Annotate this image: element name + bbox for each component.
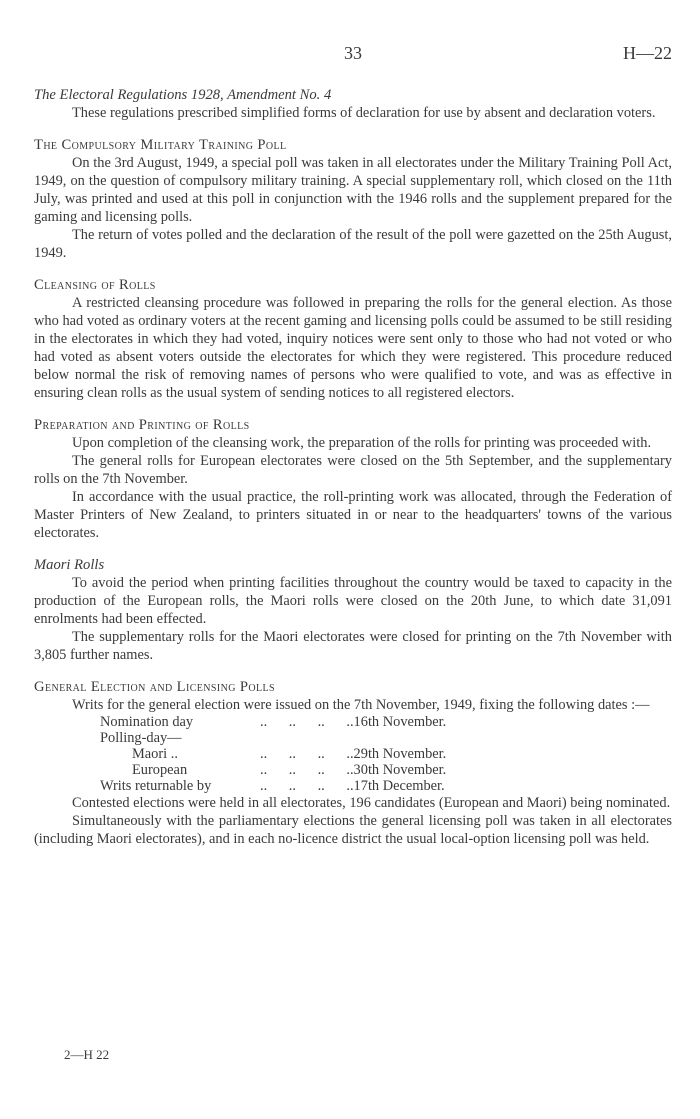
section-general-election bbox=[34, 678, 672, 848]
table-row bbox=[100, 730, 446, 746]
table-row bbox=[100, 778, 446, 794]
date-label: Writs returnable by bbox=[100, 778, 212, 794]
election-dates-table bbox=[100, 714, 446, 794]
section-amendment bbox=[34, 86, 672, 122]
section-heading: The Compulsory Military Training Poll bbox=[34, 137, 287, 153]
section-heading: The Electoral Regulations 1928, Amendment No. 4 bbox=[34, 87, 332, 103]
section-maori-rolls bbox=[34, 556, 672, 664]
date-value: 30th November. bbox=[353, 762, 447, 778]
date-label: Polling-day— bbox=[100, 730, 182, 746]
page-header bbox=[34, 44, 672, 68]
page-body bbox=[34, 86, 672, 866]
section-heading: Preparation and Printing of Rolls bbox=[34, 417, 250, 433]
paragraph: On the 3rd August, 1949, a special poll was taken in all electorates under the Military Training Poll Act, 1949, on the question of compulsory military training. A special supplementary roll, which closed on the 11th July, was printed and used at this poll in conjunction with the 1946 rolls and the supplement prepared for the gaming and licensing polls. bbox=[34, 155, 672, 225]
page-number: 33 bbox=[344, 43, 362, 63]
section-heading: Maori Rolls bbox=[34, 557, 105, 573]
document-reference: H—22 bbox=[623, 43, 672, 63]
table-row bbox=[100, 762, 446, 778]
paragraph: Contested elections were held in all electorates, 196 candidates (European and Maori) being nominated. bbox=[72, 795, 671, 811]
paragraph: Simultaneously with the parliamentary elections the general licensing poll was taken in all electorates (including Maori electorates), and in each no-licence district the usual local-option licensing poll was held. bbox=[34, 813, 672, 847]
date-label: Maori .. bbox=[132, 746, 178, 762]
leader-dots: .. .. .. .. bbox=[260, 762, 354, 778]
table-row bbox=[100, 746, 446, 762]
paragraph: To avoid the period when printing facilities throughout the country would be taxed to capacity in the production of the European rolls, the Maori rolls were closed on the 20th June, to which date 31,091 enrolments had been effected. bbox=[34, 575, 672, 627]
paragraph: The return of votes polled and the declaration of the result of the poll were gazetted on the 25th August, 1949. bbox=[34, 227, 672, 261]
table-row bbox=[100, 714, 446, 730]
date-value: 16th November. bbox=[353, 714, 447, 730]
leader-dots: .. .. .. .. bbox=[260, 714, 354, 730]
date-value: 29th November. bbox=[353, 746, 447, 762]
paragraph: These regulations prescribed simplified forms of declaration for use by absent and declaration voters. bbox=[72, 105, 656, 121]
leader-dots: .. .. .. .. bbox=[260, 778, 354, 794]
paragraph: Upon completion of the cleansing work, the preparation of the rolls for printing was proceeded with. bbox=[72, 435, 652, 451]
section-military-poll bbox=[34, 136, 672, 262]
paragraph: In accordance with the usual practice, the roll-printing work was allocated, through the Federation of Master Printers of New Zealand, to printers situated in or near to the headquarters' towns of the various electorates. bbox=[34, 489, 672, 541]
section-cleansing bbox=[34, 276, 672, 402]
paragraph: Writs for the general election were issued on the 7th November, 1949, fixing the following dates :— bbox=[72, 697, 650, 713]
paragraph: The general rolls for European electorates were closed on the 5th September, and the supplementary rolls on the 7th November. bbox=[34, 453, 672, 487]
signature-mark: 2—H 22 bbox=[64, 1047, 110, 1062]
paragraph: The supplementary rolls for the Maori electorates were closed for printing on the 7th November with 3,805 further names. bbox=[34, 629, 672, 663]
date-label: Nomination day bbox=[100, 714, 194, 730]
date-value: 17th December. bbox=[353, 778, 445, 794]
leader-dots: .. .. .. .. bbox=[260, 746, 354, 762]
section-heading: Cleansing of Rolls bbox=[34, 277, 156, 293]
section-heading: General Election and Licensing Polls bbox=[34, 679, 276, 695]
section-preparation bbox=[34, 416, 672, 542]
date-label: European bbox=[132, 762, 188, 778]
paragraph: A restricted cleansing procedure was followed in preparing the rolls for the general election. As those who had voted as ordinary voters at the recent gaming and licensing polls could be assumed to be still residing in the electorates in which they had voted, inquiry notices were sent only to those who had not voted or who had voted as absent voters outside the electorates for which they were registered. This procedure reduced below normal the risk of removing names of persons who were qualified to vote, and was as effective in ensuring clean rolls as the usual system of sending notices to all registered electors. bbox=[34, 295, 672, 401]
